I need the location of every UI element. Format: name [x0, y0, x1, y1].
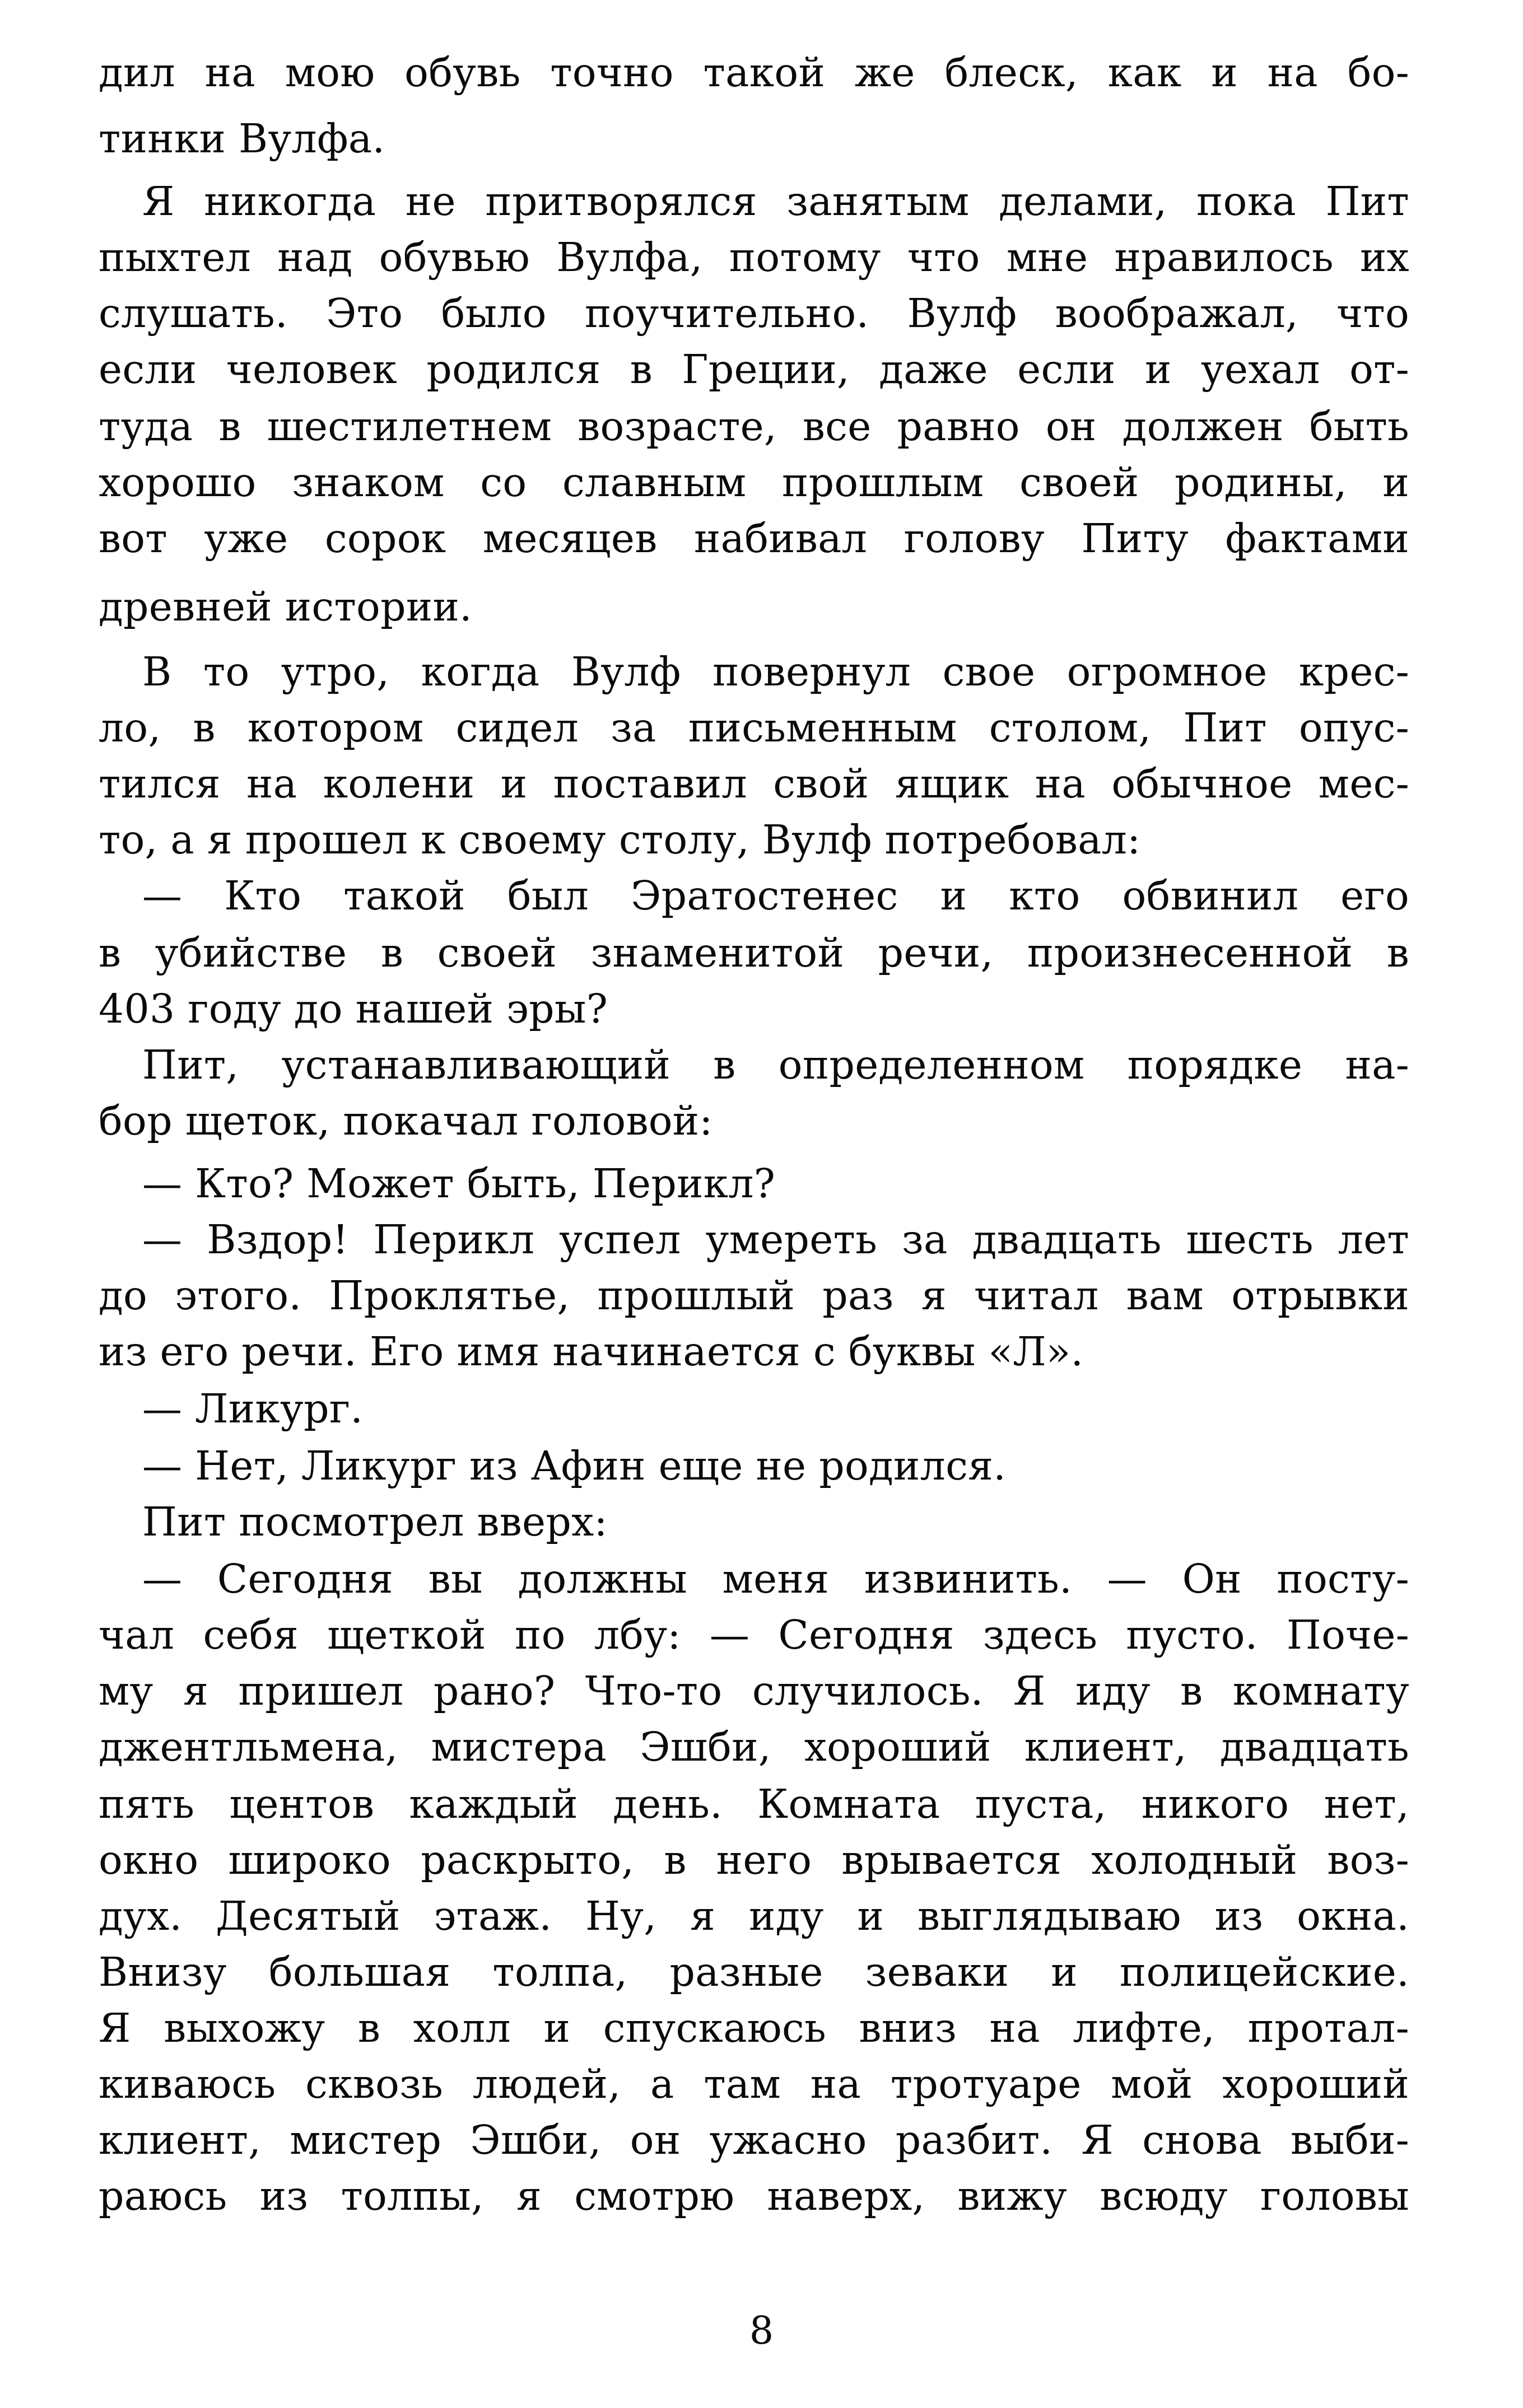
text-line: если человек родился в Греции, даже если и уехал от- [99, 346, 1409, 393]
text-line: Пит, устанавливающий в определенном порядке на- [142, 1042, 1409, 1088]
text-line: дух. Десятый этаж. Ну, я иду и выглядываю из окна. [99, 1893, 1409, 1939]
text-line: хорошо знаком со славным прошлым своей родины, и [99, 459, 1409, 506]
text-line: — Кто такой был Эратостенес и кто обвинил его [142, 872, 1409, 919]
page-number: 8 [749, 2309, 774, 2353]
text-line: В то утро, когда Вулф повернул свое огромное крес- [142, 648, 1409, 695]
text-line: — Кто? Может быть, Перикл? [142, 1160, 776, 1207]
text-line: клиент, мистер Эшби, он ужасно разбит. Я снова выби- [99, 2117, 1409, 2163]
text-line: — Ликург. [142, 1385, 364, 1432]
text-line: джентльмена, мистера Эшби, хороший клиент, двадцать [99, 1724, 1409, 1770]
text-line: раюсь из толпы, я смотрю наверх, вижу всюду головы [99, 2173, 1409, 2219]
text-line: — Вздор! Перикл успел умереть за двадцать шесть лет [142, 1216, 1409, 1263]
text-line: чал себя щеткой по лбу: — Сегодня здесь пусто. Поче- [99, 1612, 1409, 1658]
text-line: му я пришел рано? Что-то случилось. Я иду в комнату [99, 1668, 1409, 1714]
text-line: тинки Вулфа. [99, 115, 385, 162]
text-line: — Сегодня вы должны меня извинить. — Он посту- [142, 1556, 1409, 1602]
text-line: из его речи. Его имя начинается с буквы «Л». [99, 1328, 1084, 1375]
text-line: тился на колени и поставил свой ящик на обычное мес- [99, 760, 1409, 807]
text-line: слушать. Это было поучительно. Вулф воображал, что [99, 290, 1409, 337]
text-line: Пит посмотрел вверх: [142, 1499, 608, 1545]
text-line: то, а я прошел к своему столу, Вулф потребовал: [99, 816, 1141, 863]
text-line: туда в шестилетнем возрасте, все равно он должен быть [99, 403, 1409, 450]
text-line: Внизу большая толпа, разные зеваки и полицейские. [99, 1949, 1409, 1995]
text-line: дил на мою обувь точно такой же блеск, как и на бо- [99, 49, 1409, 96]
text-line: вот уже сорок месяцев набивал голову Питу фактами [99, 515, 1409, 562]
text-line: — Нет, Ликург из Афин еще не родился. [142, 1443, 1007, 1489]
text-line: древней истории. [99, 584, 472, 630]
text-line: пыхтел над обувью Вулфа, потому что мне нравилось их [99, 234, 1409, 281]
text-line: Я никогда не притворялся занятым делами, пока Пит [142, 178, 1409, 225]
text-line: 403 году до нашей эры? [99, 986, 608, 1032]
text-line: пять центов каждый день. Комната пуста, никого нет, [99, 1781, 1409, 1827]
text-line: бор щеток, покачал головой: [99, 1098, 713, 1144]
text-line: ло, в котором сидел за письменным столом, Пит опус- [99, 704, 1409, 751]
text-line: до этого. Проклятье, прошлый раз я читал вам отрывки [99, 1272, 1409, 1319]
text-line: окно широко раскрыто, в него врывается холодный воз- [99, 1837, 1409, 1883]
text-line: в убийстве в своей знаменитой речи, произнесенной в [99, 930, 1409, 976]
text-line: киваюсь сквозь людей, а там на тротуаре мой хороший [99, 2061, 1409, 2107]
text-line: Я выхожу в холл и спускаюсь вниз на лифте, протал- [99, 2005, 1409, 2051]
